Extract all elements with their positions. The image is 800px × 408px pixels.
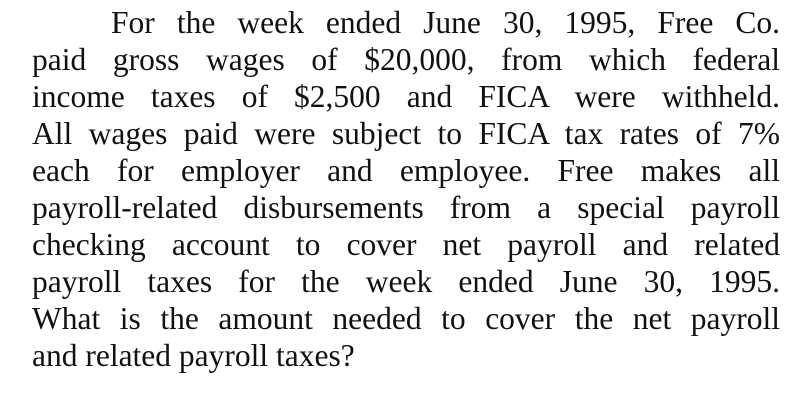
question-line-4: All wages paid were subject to FICA tax rates of 7% xyxy=(32,116,780,151)
question-line-9: What is the amount needed to cover the net payroll xyxy=(32,301,780,336)
question-line-3: income taxes of $2,500 and FICA were withheld. xyxy=(32,79,780,114)
question-line-8: payroll taxes for the week ended June 30, 1995. xyxy=(32,264,780,299)
question-line-1: For the week ended June 30, 1995, Free Co. xyxy=(111,5,780,40)
question-line-5: each for employer and employee. Free makes all xyxy=(32,153,780,188)
question-line-10: and related payroll taxes? xyxy=(32,338,355,373)
question-line-7: checking account to cover net payroll and related xyxy=(32,227,780,262)
question-line-6: payroll-related disbursements from a special payroll xyxy=(32,190,780,225)
question-passage xyxy=(32,4,780,374)
question-line-2: paid gross wages of $20,000, from which federal xyxy=(32,42,780,77)
